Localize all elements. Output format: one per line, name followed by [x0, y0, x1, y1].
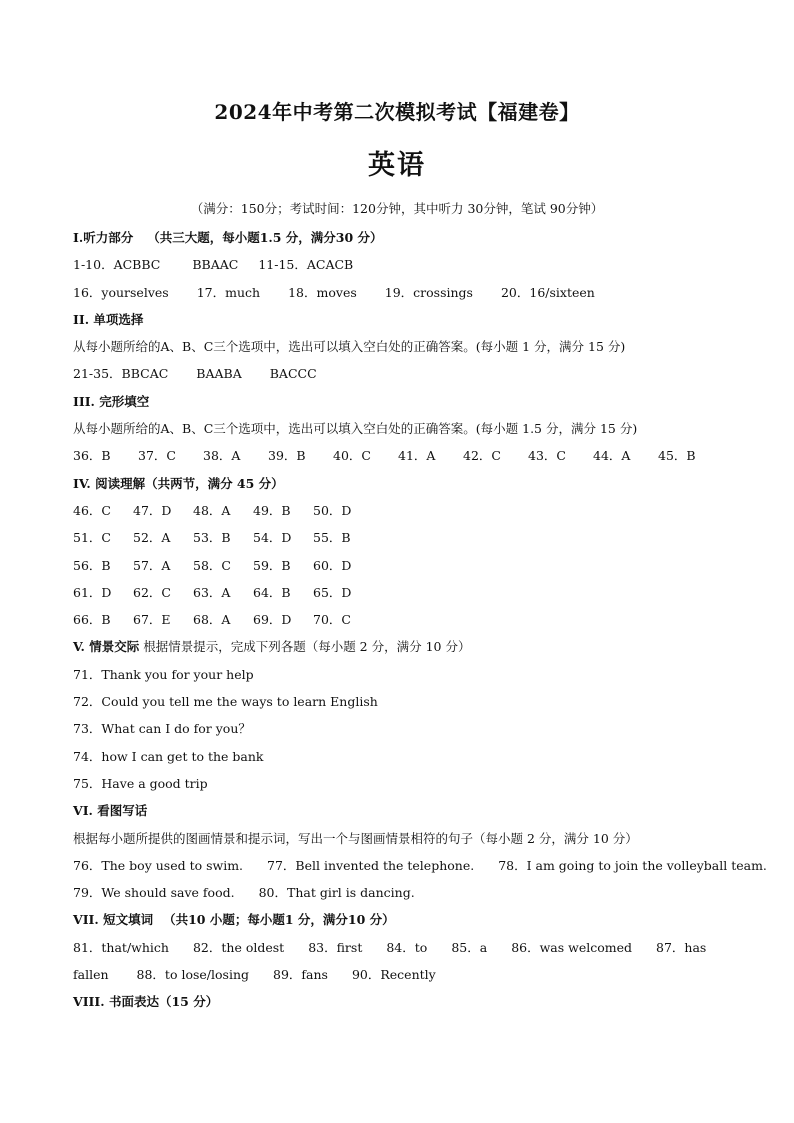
listening-choice-answers: 1-10．ACBBC BBAAC 11-15．ACACB: [73, 257, 354, 273]
picture-writing-answers: 76．The boy used to swim. 77．Bell invented the telephone. 78．I am going to join the volleyball team.: [73, 857, 767, 873]
section-6-heading: VI. 看图写话: [73, 803, 148, 819]
answer-content: [73, 224, 767, 1016]
dialogue-answer: 74．how I can get to the bank: [73, 748, 264, 764]
section-5-heading: V. 情景交际 根据情景提示，完成下列各题（每小题 2 分，满分 10 分）: [73, 639, 471, 655]
answer-item: 42．C: [463, 448, 501, 464]
answer-item: 45．B: [658, 448, 696, 464]
answer-item: 37．C: [138, 448, 176, 464]
dialogue-answer: 73．What can I do for you？: [73, 721, 251, 737]
reading-answers-row: 56．B 57．A 58．C 59．B 60．D: [73, 557, 352, 573]
answer-item: 44．A: [593, 448, 631, 464]
dialogue-answer: 72．Could you tell me the ways to learn English: [73, 694, 378, 710]
answer-item: 39．B: [268, 448, 306, 464]
section-3-instruction: 从每小题所给的A、B、C三个选项中，选出可以填入空白处的正确答案。(每小题 1.5 分，满分 15 分): [73, 421, 638, 437]
single-choice-answers: 21-35．BBCAC BAABA BACCC: [73, 366, 317, 382]
listening-fill-answers: 16．yourselves 17．much 18．moves 19．crossings 20．16/sixteen: [73, 284, 595, 300]
section-3-heading: III. 完形填空: [73, 393, 150, 409]
page-title: 2024年中考第二次模拟考试【福建卷】: [214, 100, 580, 124]
section-8-heading: VIII. 书面表达（15 分）: [73, 994, 219, 1010]
passage-fill-answers: fallen 88．to lose/losing 89．fans 90．Recently: [73, 967, 436, 983]
answer-item: 43．C: [528, 448, 566, 464]
answer-item: 40．C: [333, 448, 371, 464]
answer-item: 41．A: [398, 448, 436, 464]
cloze-answers: [73, 442, 723, 469]
dialogue-answer: 71．Thank you for your help: [73, 666, 254, 682]
dialogue-answer: 75．Have a good trip: [73, 775, 208, 791]
passage-fill-answers: 81．that/which 82．the oldest 83．first 84．to 85．a 86．was welcomed 87．has: [73, 939, 707, 955]
reading-answers-row: 61．D 62．C 63．A 64．B 65．D: [73, 584, 352, 600]
section-1-heading: I.听力部分 （共三大题，每小题1.5 分，满分30 分）: [73, 230, 383, 245]
subject-title: 英语: [368, 150, 426, 181]
reading-answers-row: 51．C 52．A 53．B 54．D 55．B: [73, 530, 351, 546]
section-7-heading: VII. 短文填词 （共10 小题；每小题1 分，满分10 分）: [73, 912, 395, 928]
exam-info: （满分：150分；考试时间：120分钟，其中听力 30分钟，笔试 90分钟）: [190, 201, 604, 216]
reading-answers-row: 46．C 47．D 48．A 49．B 50．D: [73, 502, 352, 518]
section-6-instruction: 根据每小题所提供的图画情景和提示词，写出一个与图画情景相符的句子（每小题 2 分，满分 10 分）: [73, 830, 638, 846]
section-4-heading: IV. 阅读理解（共两节，满分 45 分）: [73, 475, 284, 491]
answer-item: 36．B: [73, 448, 111, 464]
picture-writing-answers: 79．We should save food. 80．That girl is dancing.: [73, 885, 415, 901]
answer-item: 38．A: [203, 448, 241, 464]
reading-answers-row: 66．B 67．E 68．A 69．D 70．C: [73, 612, 351, 628]
section-2-heading: II. 单项选择: [73, 311, 144, 327]
section-2-instruction: 从每小题所给的A、B、C三个选项中，选出可以填入空白处的正确答案。(每小题 1 分，满分 15 分): [73, 339, 626, 355]
